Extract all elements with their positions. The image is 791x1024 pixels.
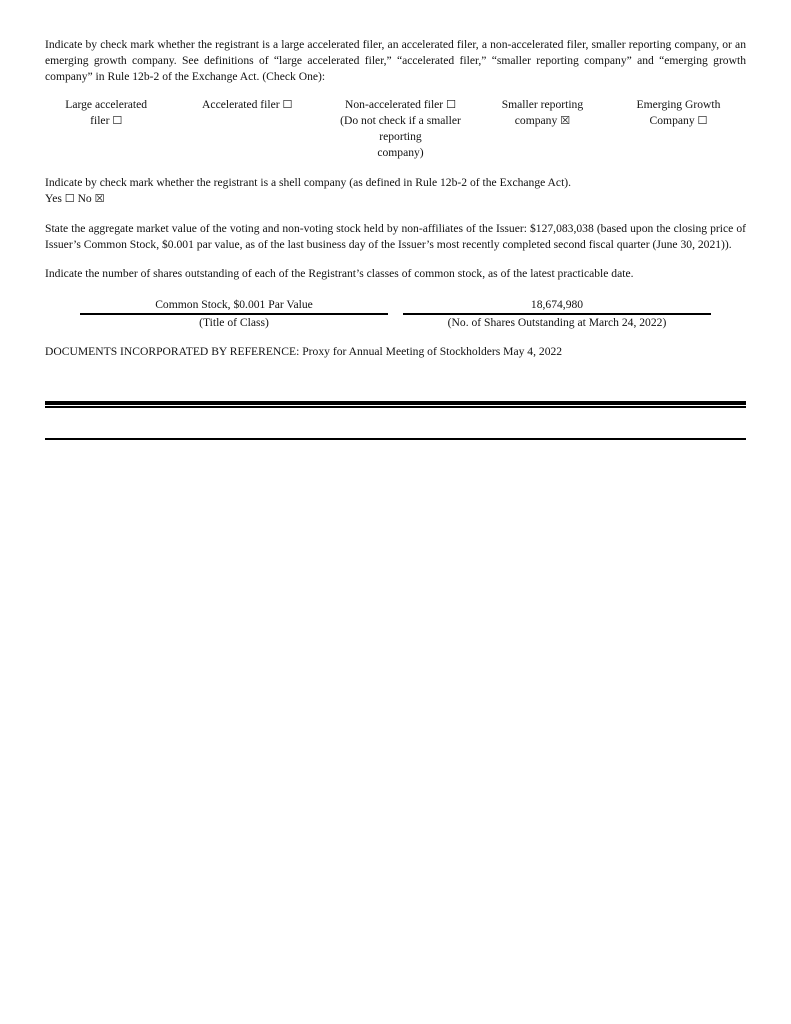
non-accelerated-label-line4: company) bbox=[377, 146, 424, 159]
non-accelerated-label-line1: Non-accelerated filer bbox=[345, 98, 444, 111]
non-accelerated-filer-option bbox=[327, 97, 474, 161]
shares-outstanding-caption: (No. of Shares Outstanding at March 24, 2022) bbox=[447, 316, 667, 329]
cover-page-section bbox=[45, 37, 746, 360]
smaller-reporting-checkbox[interactable]: ☒ bbox=[560, 114, 571, 127]
filer-status-row bbox=[45, 97, 746, 161]
non-accelerated-label-line2: (Do not check if a smaller bbox=[340, 114, 461, 127]
accelerated-filer-option bbox=[171, 97, 323, 161]
emerging-growth-checkbox[interactable]: ☐ bbox=[697, 114, 708, 127]
title-of-class-column bbox=[80, 297, 388, 331]
accelerated-filer-label: Accelerated filer bbox=[202, 98, 280, 111]
non-accelerated-checkbox[interactable]: ☐ bbox=[446, 98, 456, 111]
title-of-class-value: Common Stock, $0.001 Par Value bbox=[80, 297, 388, 315]
thin-rule bbox=[45, 406, 746, 408]
shares-outstanding-paragraph: Indicate the number of shares outstanding of each of the Registrant’s classes of common stock, as of the latest practicable date. bbox=[45, 267, 634, 280]
smaller-reporting-company-option bbox=[474, 97, 611, 161]
shell-company-answer bbox=[45, 191, 746, 207]
check-one-paragraph: Indicate by check mark whether the registrant is a large accelerated filer, an accelerated filer, a non-accelerated filer, smaller reporting company, or an emerging growth company. See definitions of “large accelerated filer,” “accelerated filer,” “smaller reporting company” and “emerging growth company” in Rule 12b-2 of the Exchange Act. (Check One): bbox=[45, 38, 746, 83]
non-accelerated-label-line3: reporting bbox=[379, 130, 422, 143]
shell-yes-label: Yes bbox=[45, 192, 62, 205]
large-accelerated-filer-option bbox=[45, 97, 167, 161]
large-accelerated-label-line2: filer bbox=[90, 114, 110, 127]
accelerated-filer-checkbox[interactable]: ☐ bbox=[282, 98, 293, 111]
emerging-growth-label-line1: Emerging Growth bbox=[636, 98, 721, 111]
documents-incorporated-line: DOCUMENTS INCORPORATED BY REFERENCE: Proxy for Annual Meeting of Stockholders May 4, 2022 bbox=[45, 345, 563, 358]
title-of-class-caption: (Title of Class) bbox=[199, 316, 269, 329]
bottom-rule-divider bbox=[45, 438, 746, 440]
thick-rule bbox=[45, 401, 746, 405]
market-value-paragraph: State the aggregate market value of the voting and non-voting stock held by non-affiliates of the Issuer: $127,083,038 (based upon the closing price of Issuer’s Common Stock, $0.001 par value, as of the last business day of the Issuer’s most recently completed second fiscal quarter (June 30, 2021)). bbox=[45, 222, 746, 251]
large-accelerated-label-line1: Large accelerated bbox=[65, 98, 148, 111]
shares-outstanding-table bbox=[45, 297, 746, 331]
double-rule-divider bbox=[45, 401, 746, 408]
large-accelerated-checkbox[interactable]: ☐ bbox=[112, 114, 123, 127]
smaller-reporting-label-line1: Smaller reporting bbox=[501, 98, 584, 111]
emerging-growth-label-line2: Company bbox=[649, 114, 695, 127]
smaller-reporting-label-line2: company bbox=[514, 114, 558, 127]
shares-outstanding-column bbox=[403, 297, 711, 331]
shell-no-checkbox[interactable]: ☒ bbox=[94, 192, 105, 205]
shell-no-label: No bbox=[77, 192, 92, 205]
shares-outstanding-value: 18,674,980 bbox=[403, 297, 711, 315]
shell-yes-checkbox[interactable]: ☐ bbox=[64, 192, 75, 205]
shell-company-paragraph: Indicate by check mark whether the registrant is a shell company (as defined in Rule 12b-2 of the Exchange Act). bbox=[45, 176, 572, 189]
emerging-growth-company-option bbox=[611, 97, 746, 161]
